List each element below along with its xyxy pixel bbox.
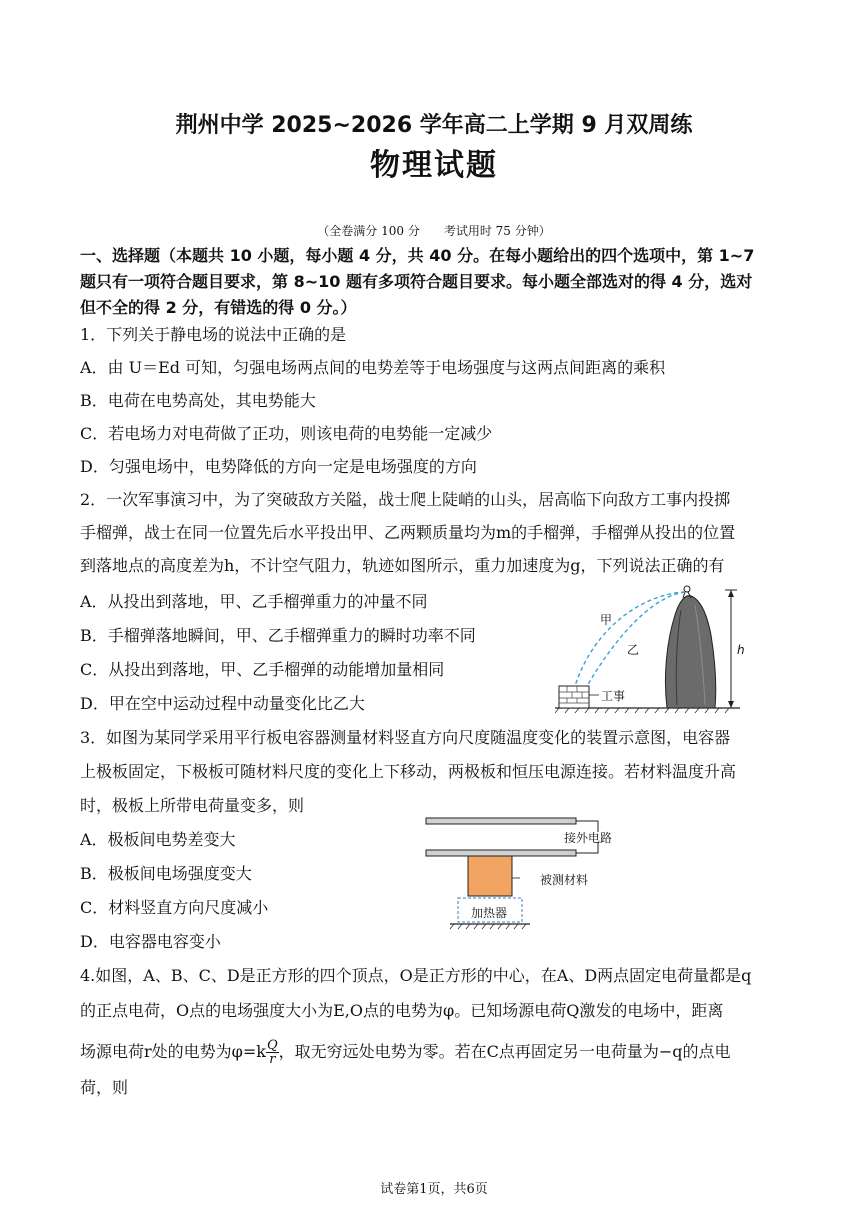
q3-line3: 时，极板上所带电荷量变多，则 <box>80 796 305 815</box>
subject-title: 物理试题 <box>370 148 498 183</box>
q3-fig-label-heater: 加热器 <box>471 906 508 920</box>
q3-line1: 3．如图为某同学采用平行板电容器测量材料竖直方向尺度随温度变化的装置示意图，电容器 <box>80 728 731 747</box>
q2-fig-label-yi: 乙 <box>627 643 640 657</box>
q2-line3: 到落地点的高度差为h，不计空气阻力，轨迹如图所示，重力加速度为g，下列说法正确的有 <box>80 556 725 575</box>
q4-line2: 的正点电荷，O点的电场强度大小为E,O点的电势为φ。已知场源电荷Q激发的电场中，距离 <box>80 1001 724 1020</box>
school-title: 荆州中学 2025~2026 学年高二上学期 9 月双周练 <box>175 113 693 138</box>
q4-line4: 荷，则 <box>80 1078 129 1097</box>
q2-line2: 手榴弹，战士在同一位置先后水平投出甲、乙两颗质量均为m的手榴弹，手榴弹从投出的位置 <box>80 523 736 542</box>
exam-meta: （全卷满分 100 分 考试用时 75 分钟） <box>317 224 551 238</box>
q3-option-d: D．电容器电容变小 <box>80 932 221 951</box>
q4-line3-start: 场源电荷r处的电势为φ=k <box>80 1042 266 1061</box>
q4-fraction <box>266 1039 279 1066</box>
q2-fig-label-h: h <box>737 643 745 657</box>
q1-option-b: B．电荷在电势高处，其电势能大 <box>80 391 316 410</box>
q3-fig-label-circuit: 接外电路 <box>564 831 613 845</box>
page-footer: 试卷第1页，共6页 <box>380 1182 488 1197</box>
q2-option-c: C．从投出到落地，甲、乙手榴弹的动能增加量相同 <box>80 660 445 679</box>
q4-line3 <box>80 1036 731 1068</box>
q4-fraction-numerator: Q <box>266 1038 278 1053</box>
q2-line1: 2．一次军事演习中，为了突破敌方关隘，战士爬上陡峭的山头，居高临下向敌方工事内投掷 <box>80 490 731 509</box>
q3-option-b: B．极板间电场强度变大 <box>80 864 252 883</box>
q3-fig-label-material: 被测材料 <box>540 873 589 887</box>
q3-line2: 上极板固定，下极板可随材料尺度的变化上下移动，两极板和恒压电源连接。若材料温度升高 <box>80 762 737 781</box>
q3-option-a: A．极板间电势差变大 <box>80 830 236 849</box>
section1-line2: 题只有一项符合题目要求，第 8~10 题有多项符合题目要求。每小题全部选对的得 4 分，选对 <box>80 272 753 291</box>
q2-figure-cliff <box>555 580 755 715</box>
q3-option-c: C．材料竖直方向尺度减小 <box>80 898 269 917</box>
q4-line3-end: ，取无穷远处电势为零。若在C点再固定另一电荷量为−q的点电 <box>278 1042 731 1061</box>
q1-option-d: D．匀强电场中，电势降低的方向一定是电场强度的方向 <box>80 457 477 476</box>
section1-line1: 一、选择题（本题共 10 小题，每小题 4 分，共 40 分。在每小题给出的四个选项中，第 1~7 <box>80 246 755 265</box>
q1-option-c: C．若电场力对电荷做了正功，则该电荷的电势能一定减少 <box>80 424 493 443</box>
q1-option-a: A．由 U＝Ed 可知，匀强电场两点间的电势差等于电场强度与这两点间距离的乘积 <box>80 358 666 377</box>
q2-fig-label-gongshi: 工事 <box>601 689 626 703</box>
q2-option-d: D．甲在空中运动过程中动量变化比乙大 <box>80 694 365 713</box>
q2-fig-label-jia: 甲 <box>600 613 613 627</box>
q1-stem: 1．下列关于静电场的说法中正确的是 <box>80 325 347 344</box>
q2-option-b: B．手榴弹落地瞬间，甲、乙手榴弹重力的瞬时功率不同 <box>80 626 476 645</box>
q4-line1: 4.如图，A、B、C、D是正方形的四个顶点，O是正方形的中心，在A、D两点固定电荷量都是q <box>80 966 752 985</box>
section1-line3: 但不全的得 2 分，有错选的得 0 分。） <box>80 298 357 317</box>
q4-fraction-denominator: r <box>269 1052 276 1067</box>
q2-option-a: A．从投出到落地，甲、乙手榴弹重力的冲量不同 <box>80 592 428 611</box>
